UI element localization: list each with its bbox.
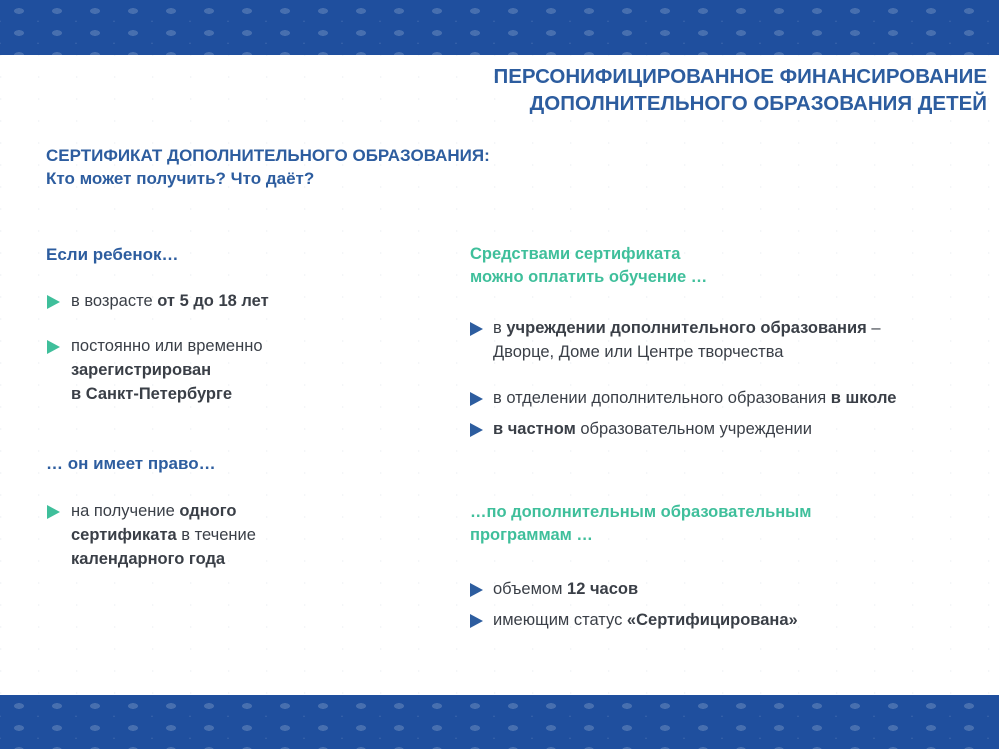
school-pre: в отделении дополнительного образования — [493, 389, 831, 407]
top-decorative-band — [0, 0, 999, 55]
triangle-bullet-icon — [470, 392, 483, 406]
private-bold: в частном — [493, 420, 576, 438]
registration-line2: зарегистрирован — [71, 361, 212, 379]
certificate-word: сертификата — [71, 526, 177, 544]
status-bold: «Сертифицирована» — [626, 611, 798, 629]
certificate-pre: на получение — [71, 502, 180, 520]
school-bold: в школе — [830, 389, 897, 407]
private-post: образовательном учреждении — [575, 420, 812, 438]
age-range: от 5 до 18 лет — [157, 292, 269, 310]
registration-line3: в Санкт-Петербурге — [71, 385, 233, 403]
slide-subtitle — [46, 144, 490, 190]
heading-if-child: Если ребенок… — [46, 245, 179, 264]
bottom-decorative-band — [0, 695, 999, 749]
list-item-private — [493, 417, 812, 441]
list-item-status — [493, 608, 798, 632]
triangle-bullet-icon — [47, 505, 60, 519]
slide-title-line2: ДОПОЛНИТЕЛЬНОГО ОБРАЗОВАНИЯ ДЕТЕЙ — [529, 92, 987, 115]
subtitle-line2: Кто может получить? Что даёт? — [46, 169, 315, 188]
triangle-bullet-icon — [47, 295, 60, 309]
list-item-school — [493, 386, 896, 410]
status-pre: имеющим статус — [493, 611, 627, 629]
heading-pay-line1: Средствами сертификата — [470, 245, 681, 263]
hours-pre: объемом — [493, 580, 568, 598]
list-item-age — [71, 289, 269, 313]
list-item-certificate — [71, 499, 256, 571]
institution-dash: – — [866, 319, 881, 337]
triangle-bullet-icon — [470, 322, 483, 336]
list-item-hours — [493, 577, 638, 601]
certificate-year: календарного года — [71, 550, 226, 568]
heading-programs — [470, 501, 811, 547]
heading-pay-with-certificate — [470, 243, 707, 289]
institution-pre: в — [493, 319, 507, 337]
subtitle-line1: СЕРТИФИКАТ ДОПОЛНИТЕЛЬНОГО ОБРАЗОВАНИЯ: — [46, 146, 490, 165]
slide-title — [494, 63, 987, 117]
hours-bold: 12 часов — [567, 580, 639, 598]
registration-line1: постоянно или временно — [71, 337, 263, 355]
heading-pay-line2: можно оплатить обучение … — [470, 268, 708, 286]
list-item-institution — [493, 316, 881, 364]
institution-line2: Дворце, Доме или Центре творчества — [493, 343, 784, 361]
triangle-bullet-icon — [470, 583, 483, 597]
triangle-bullet-icon — [47, 340, 60, 354]
institution-bold: учреждении дополнительного образования — [506, 319, 867, 337]
slide-title-line1: ПЕРСОНИФИЦИРОВАННОЕ ФИНАНСИРОВАНИЕ — [493, 65, 987, 88]
list-item-registration — [71, 334, 263, 406]
triangle-bullet-icon — [470, 423, 483, 437]
age-text: в возрасте — [71, 292, 158, 310]
certificate-one: одного — [179, 502, 237, 520]
heading-has-right: … он имеет право… — [46, 454, 216, 473]
certificate-during: в течение — [176, 526, 256, 544]
triangle-bullet-icon — [470, 614, 483, 628]
heading-programs-line1: …по дополнительным образовательным — [470, 503, 812, 521]
heading-programs-line2: программам … — [470, 526, 593, 544]
